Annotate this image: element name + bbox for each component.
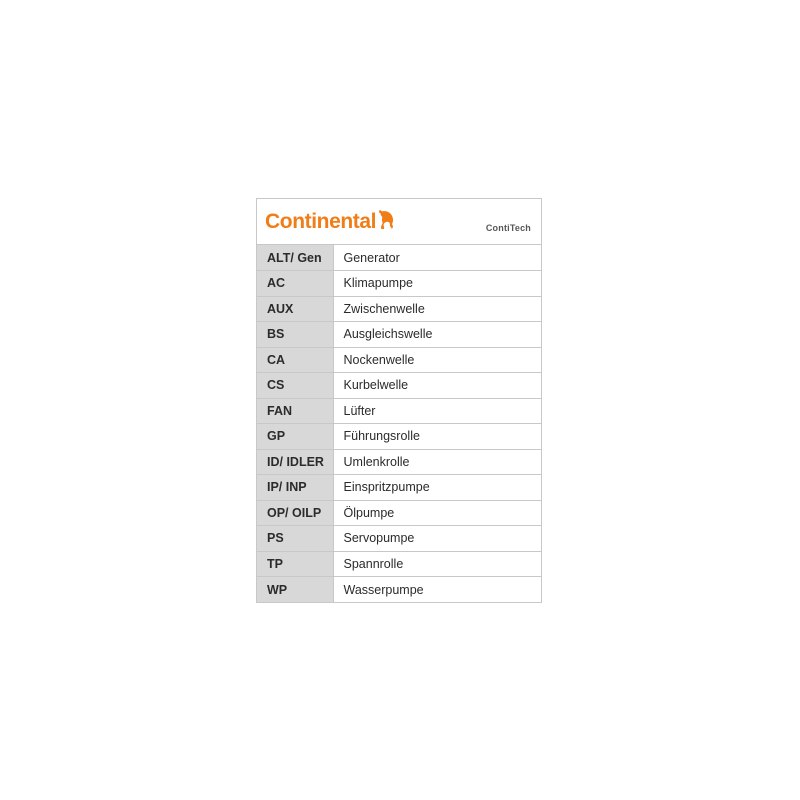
abbr-code: BS [257, 322, 333, 348]
abbr-description: Umlenkrolle [333, 449, 541, 475]
abbr-code: AC [257, 271, 333, 297]
abbr-description: Ausgleichswelle [333, 322, 541, 348]
table-row [257, 347, 541, 373]
sub-brand-label: ContiTech [485, 222, 531, 233]
table-row [257, 500, 541, 526]
abbr-code: IP/ INP [257, 475, 333, 501]
table-row [257, 296, 541, 322]
table-row [257, 577, 541, 603]
table-row [257, 424, 541, 450]
abbr-code: WP [257, 577, 333, 603]
abbr-code: AUX [257, 296, 333, 322]
abbreviation-table-body [257, 245, 541, 602]
abbr-code: GP [257, 424, 333, 450]
abbreviation-card [256, 198, 542, 603]
table-row [257, 322, 541, 348]
table-row [257, 449, 541, 475]
abbr-description: Zwischenwelle [333, 296, 541, 322]
horse-logo-icon [378, 209, 394, 229]
abbr-description: Ölpumpe [333, 500, 541, 526]
abbr-code: TP [257, 551, 333, 577]
table-row [257, 475, 541, 501]
abbr-code: ALT/ Gen [257, 245, 333, 271]
abbr-description: Spannrolle [333, 551, 541, 577]
brand-header [257, 199, 541, 245]
continental-logo [265, 211, 394, 232]
abbr-description: Kurbelwelle [333, 373, 541, 399]
abbr-code: OP/ OILP [257, 500, 333, 526]
abbr-description: Wasserpumpe [333, 577, 541, 603]
abbr-description: Servopumpe [333, 526, 541, 552]
abbr-code: CS [257, 373, 333, 399]
abbr-code: PS [257, 526, 333, 552]
abbr-description: Generator [333, 245, 541, 271]
table-row [257, 271, 541, 297]
abbr-code: FAN [257, 398, 333, 424]
abbr-description: Führungsrolle [333, 424, 541, 450]
abbreviation-table [257, 245, 541, 602]
abbr-code: CA [257, 347, 333, 373]
brand-wordmark: Continental [265, 210, 377, 233]
abbr-description: Nockenwelle [333, 347, 541, 373]
table-row [257, 373, 541, 399]
abbr-description: Klimapumpe [333, 271, 541, 297]
table-row [257, 551, 541, 577]
table-row [257, 526, 541, 552]
abbr-description: Einspritzpumpe [333, 475, 541, 501]
abbr-code: ID/ IDLER [257, 449, 333, 475]
table-row [257, 398, 541, 424]
abbr-description: Lüfter [333, 398, 541, 424]
table-row [257, 245, 541, 271]
